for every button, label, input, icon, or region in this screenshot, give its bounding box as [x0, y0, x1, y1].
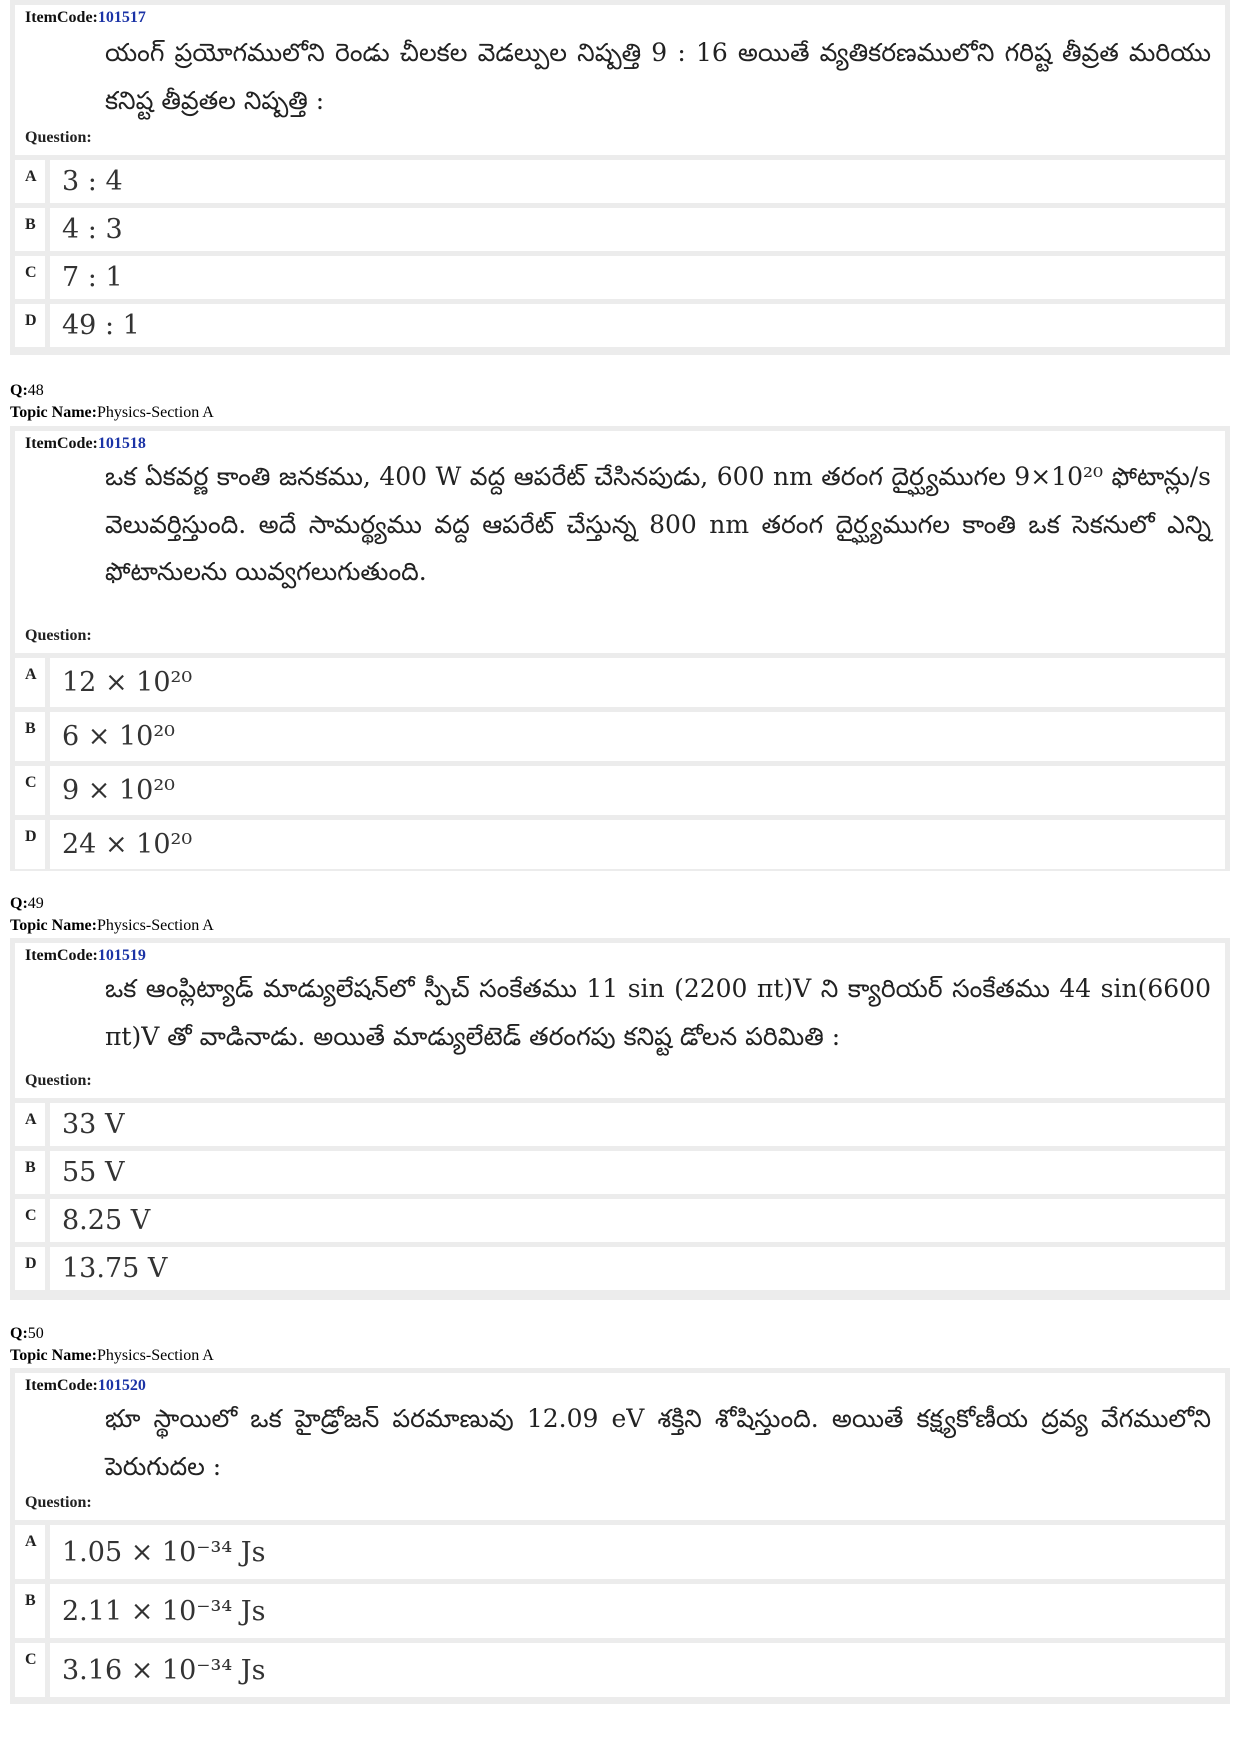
question-card-50	[10, 1368, 1230, 1704]
question-card-48	[10, 426, 1230, 871]
question-label: Question:	[25, 129, 92, 146]
item-code: ItemCode:101520	[25, 1377, 146, 1394]
option-value: 12 × 10²⁰	[50, 658, 1225, 707]
option-value: 2.11 × 10⁻³⁴ Js	[50, 1584, 1225, 1638]
question-card-49	[10, 938, 1230, 1300]
option-value: 49 : 1	[50, 304, 1225, 347]
option-row[interactable]: D 13.75 V	[15, 1247, 1225, 1290]
item-code: ItemCode:101518	[25, 435, 146, 452]
option-row[interactable]: A 3 : 4	[15, 160, 1225, 203]
option-row[interactable]: A 12 × 10²⁰	[15, 658, 1225, 707]
question-label: Question:	[25, 1494, 92, 1511]
option-value: 33 V	[50, 1103, 1225, 1146]
item-code: ItemCode:101519	[25, 947, 146, 964]
option-row[interactable]: C 7 : 1	[15, 256, 1225, 299]
option-row[interactable]: B 2.11 × 10⁻³⁴ Js	[15, 1584, 1225, 1638]
option-value: 24 × 10²⁰	[50, 820, 1225, 869]
option-row[interactable]: B 4 : 3	[15, 208, 1225, 251]
question-box	[15, 943, 1225, 1098]
option-value: 6 × 10²⁰	[50, 712, 1225, 761]
option-row[interactable]: B 6 × 10²⁰	[15, 712, 1225, 761]
option-value: 13.75 V	[50, 1247, 1225, 1290]
question-text: యంగ్ ప్రయోగములోని రెండు చీలకల వెడల్పుల నిష్పత్తి 9 : 16 అయితే వ్యతికరణములోని గరిష్ట తీవ్రత మరియు కనిష్ట తీవ్రతల నిష్పత్తి :	[105, 38, 1211, 115]
question-meta-49: Q:49 Topic Name:Physics-Section A	[10, 895, 214, 934]
option-value: 55 V	[50, 1151, 1225, 1194]
option-row[interactable]: C 8.25 V	[15, 1199, 1225, 1242]
option-value: 3.16 × 10⁻³⁴ Js	[50, 1643, 1225, 1697]
question-label: Question:	[25, 1072, 92, 1089]
option-value: 4 : 3	[50, 208, 1225, 251]
option-row[interactable]: A 1.05 × 10⁻³⁴ Js	[15, 1525, 1225, 1579]
question-label: Question:	[25, 627, 92, 644]
option-row[interactable]: B 55 V	[15, 1151, 1225, 1194]
option-row[interactable]: C 3.16 × 10⁻³⁴ Js	[15, 1643, 1225, 1697]
question-text: ఒక ఆంప్లిట్యాడ్ మాడ్యులేషన్‌లో స్పీచ్ సంకేతము 11 sin (2200 πt)V ని క్యారియర్ సంకేతము 44 sin(6600 πt)V తో వాడినాడు. అయితే మాడ్యులేటెడ్ తరంగపు కనిష్ట డోలన పరిమితి :	[105, 974, 1211, 1051]
question-text: భూ స్థాయిలో ఒక హైడ్రోజన్ పరమాణువు 12.09 eV శక్తిని శోషిస్తుంది. అయితే కక్ష్యకోణీయ ద్రవ్య వేగములోని పెరుగుదల :	[105, 1404, 1211, 1481]
option-row[interactable]: C 9 × 10²⁰	[15, 766, 1225, 815]
question-card-47	[10, 0, 1230, 355]
option-value: 7 : 1	[50, 256, 1225, 299]
item-code: ItemCode:101517	[25, 9, 146, 26]
option-value: 9 × 10²⁰	[50, 766, 1225, 815]
question-box	[15, 431, 1225, 653]
option-value: 3 : 4	[50, 160, 1225, 203]
option-value: 1.05 × 10⁻³⁴ Js	[50, 1525, 1225, 1579]
option-row[interactable]: D 49 : 1	[15, 304, 1225, 347]
question-box	[15, 1373, 1225, 1520]
option-row[interactable]: D 24 × 10²⁰	[15, 820, 1225, 869]
option-value: 8.25 V	[50, 1199, 1225, 1242]
question-meta-48: Q:48 Topic Name:Physics-Section A	[10, 382, 214, 421]
question-text: ఒక ఏకవర్ణ కాంతి జనకము, 400 W వద్ద ఆపరేట్ చేసినపుడు, 600 nm తరంగ దైర్ఘ్యముగల 9×10²⁰ ఫోటాన్లు/s వెలువర్తిస్తుంది. అదే సామర్థ్యము వద్ద ఆపరేట్ చేస్తున్న 800 nm తరంగ దైర్ఘ్యముగల కాంతి ఒక సెకనులో ఎన్ని ఫోటానులను యివ్వగలుగుతుంది.	[105, 462, 1211, 586]
question-box	[15, 5, 1225, 155]
option-row[interactable]: A 33 V	[15, 1103, 1225, 1146]
question-meta-50: Q:50 Topic Name:Physics-Section A	[10, 1325, 214, 1364]
